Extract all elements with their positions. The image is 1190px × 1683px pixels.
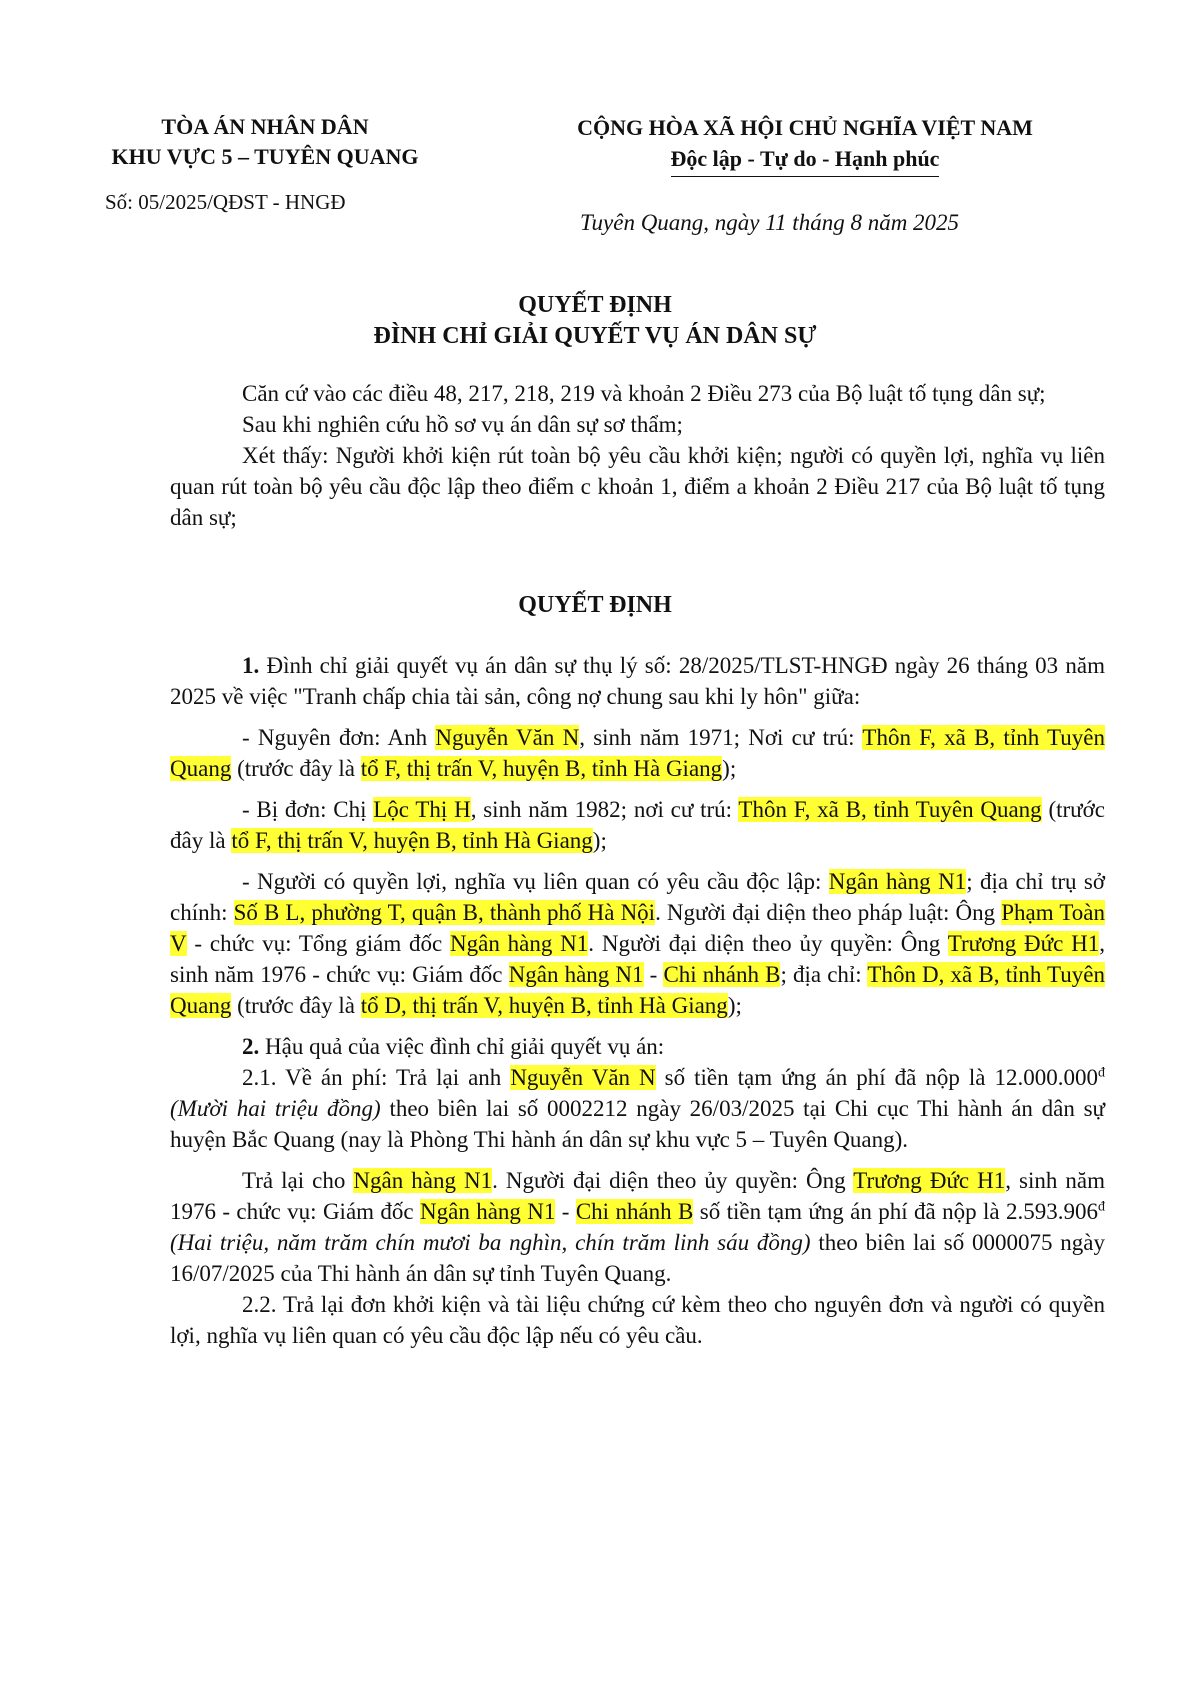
related-text: . Người đại diện theo ủy quyền: Ông xyxy=(588,931,948,956)
refund-text: Trả lại cho xyxy=(242,1168,354,1193)
plaintiff-address: Thôn F, xã B, tỉnh Tuyên Quang xyxy=(170,725,1105,781)
refund-text: . Người đại diện theo ủy quyền: Ông xyxy=(492,1168,854,1193)
branch-address: Thôn D, xã B, tỉnh Tuyên Quang xyxy=(170,962,1106,1018)
item-2-text: Hậu quả của việc đình chỉ giải quyết vụ án: xyxy=(259,1034,665,1059)
court-region: KHU VỰC 5 – TUYÊN QUANG xyxy=(111,144,419,169)
currency-mark: đ xyxy=(1097,1199,1105,1215)
plaintiff-old-address: tổ F, thị trấn V, huyện B, tỉnh Hà Giang xyxy=(360,756,723,781)
amount-in-words: (Mười hai triệu đồng) xyxy=(170,1096,381,1121)
defendant-paragraph xyxy=(170,794,1105,856)
plaintiff-name: Nguyễn Văn N xyxy=(510,1065,656,1090)
item-1 xyxy=(170,650,1105,712)
item-1-text: Đình chỉ giải quyết vụ án dân sự thụ lý số: 28/2025/TLST-HNGĐ ngày 26 tháng 03 năm 2025 về việc "Tranh chấp chia tài sản, công nợ chung sau khi ly hôn" giữa: xyxy=(170,653,1105,709)
related-text: ; địa chỉ: xyxy=(780,962,868,987)
defendant-address: Thôn F, xã B, tỉnh Tuyên Quang xyxy=(738,797,1042,822)
item-1-number: 1. xyxy=(242,653,260,678)
preamble-legal-basis: Căn cứ vào các điều 48, 217, 218, 219 và khoản 2 Điều 273 của Bộ luật tố tụng dân sự; xyxy=(242,381,1046,406)
title-line-1: QUYẾT ĐỊNH xyxy=(518,292,672,318)
country-name: CỘNG HÒA XÃ HỘI CHỦ NGHĨA VIỆT NAM xyxy=(577,115,1033,140)
court-header xyxy=(95,112,435,172)
bank-name: Ngân hàng N1 xyxy=(353,1168,493,1193)
fee-text: số tiền tạm ứng án phí đã nộp là 12.000.000 xyxy=(655,1065,1098,1090)
defendant-name: Lộc Thị H xyxy=(373,797,471,822)
related-party-paragraph xyxy=(170,866,1105,1021)
refund-text: số tiền tạm ứng án phí đã nộp là 2.593.906 xyxy=(693,1199,1098,1224)
defendant-old-address: tổ F, thị trấn V, huyện B, tỉnh Hà Giang xyxy=(231,828,593,853)
related-text: - chức vụ: Tổng giám đốc xyxy=(186,931,451,956)
related-text: . Người đại diện theo pháp luật: Ông xyxy=(655,900,1002,925)
preamble xyxy=(170,378,1105,533)
related-label: - Người có quyền lợi, nghĩa vụ liên quan có yêu cầu độc lập: xyxy=(242,869,829,894)
bank-name: Ngân hàng N1 xyxy=(420,1199,556,1224)
decision-heading: QUYẾT ĐỊNH xyxy=(518,592,672,618)
court-fee-paragraph xyxy=(170,1062,1105,1155)
preamble-review: Sau khi nghiên cứu hồ sơ vụ án dân sự sơ thẩm; xyxy=(242,412,683,437)
bank-name: Ngân hàng N1 xyxy=(828,869,967,894)
bank-name: Ngân hàng N1 xyxy=(508,962,644,987)
related-text: ); xyxy=(727,993,742,1018)
authorized-representative: Trương Đức H1 xyxy=(853,1168,1006,1193)
legal-representative: Phạm Toàn V xyxy=(170,900,1105,956)
bank-branch: Chi nhánh B xyxy=(575,1199,694,1224)
plaintiff-name: Nguyễn Văn N xyxy=(435,725,580,750)
related-text: (trước đây là xyxy=(231,993,361,1018)
amount-in-words: (Hai triệu, năm trăm chín mươi ba nghìn, chín trăm linh sáu đồng) xyxy=(170,1230,811,1255)
related-text: - xyxy=(643,962,664,987)
defendant-text: , sinh năm 1982; nơi cư trú: xyxy=(470,797,739,822)
national-header xyxy=(535,112,1075,177)
plaintiff-text: (trước đây là xyxy=(231,756,361,781)
preamble-consideration: Xét thấy: Người khởi kiện rút toàn bộ yêu cầu khởi kiện; người có quyền lợi, nghĩa vụ liên quan rút toàn bộ yêu cầu độc lập theo điểm c khoản 1, điểm a khoản 2 Điều 217 của Bộ luật tố tụng dân sự; xyxy=(170,443,1105,530)
related-text: , sinh năm 1976 - chức vụ: Giám đốc xyxy=(170,931,1105,987)
return-documents-paragraph: 2.2. Trả lại đơn khởi kiện và tài liệu chứng cứ kèm theo cho nguyên đơn và người có quyền lợi, nghĩa vụ liên quan có yêu cầu độc lập nếu có yêu cầu. xyxy=(170,1292,1105,1348)
fee-text: theo biên lai số 0002212 ngày 26/03/2025 tại Chi cục Thi hành án dân sự huyện Bắc Quang (nay là Phòng Thi hành án dân sự khu vực 5 – Tuyên Quang). xyxy=(170,1096,1105,1152)
refund-text: - xyxy=(555,1199,576,1224)
item-2 xyxy=(170,1031,1105,1062)
bank-refund-paragraph xyxy=(170,1165,1105,1289)
issue-date: Tuyên Quang, ngày 11 tháng 8 năm 2025 xyxy=(580,210,960,235)
bank-hq-address: Số B L, phường T, quận B, thành phố Hà Nội xyxy=(233,900,656,925)
court-name: TÒA ÁN NHÂN DÂN xyxy=(161,114,369,139)
plaintiff-text: , sinh năm 1971; Nơi cư trú: xyxy=(579,725,863,750)
fee-text: 2.1. Về án phí: Trả lại anh xyxy=(242,1065,511,1090)
plaintiff-paragraph xyxy=(170,722,1105,784)
refund-text: theo biên lai số 0000075 ngày 16/07/2025 của Thi hành án dân sự tỉnh Tuyên Quang. xyxy=(170,1230,1105,1286)
document-title xyxy=(0,290,1190,352)
document-number: Số: 05/2025/QĐST - HNGĐ xyxy=(105,190,346,214)
defendant-text: (trước đây là xyxy=(170,797,1105,853)
authorized-representative: Trương Đức H1 xyxy=(947,931,1100,956)
decision-body xyxy=(170,650,1105,1351)
national-motto: Độc lập - Tự do - Hạnh phúc xyxy=(671,143,940,177)
branch-old-address: tổ D, thị trấn V, huyện B, tỉnh Hà Giang xyxy=(360,993,728,1018)
defendant-label: - Bị đơn: Chị xyxy=(242,797,374,822)
related-text: ; địa chỉ trụ sở chính: xyxy=(170,869,1106,925)
currency-mark: đ xyxy=(1097,1065,1105,1081)
plaintiff-text: ); xyxy=(722,756,737,781)
bank-branch: Chi nhánh B xyxy=(663,962,781,987)
title-line-2: ĐÌNH CHỈ GIẢI QUYẾT VỤ ÁN DÂN SỰ xyxy=(373,323,817,349)
item-2-number: 2. xyxy=(242,1034,260,1059)
bank-name: Ngân hàng N1 xyxy=(450,931,589,956)
refund-text: , sinh năm 1976 - chức vụ: Giám đốc xyxy=(170,1168,1106,1224)
plaintiff-label: - Nguyên đơn: Anh xyxy=(242,725,436,750)
defendant-text: ); xyxy=(592,828,607,853)
